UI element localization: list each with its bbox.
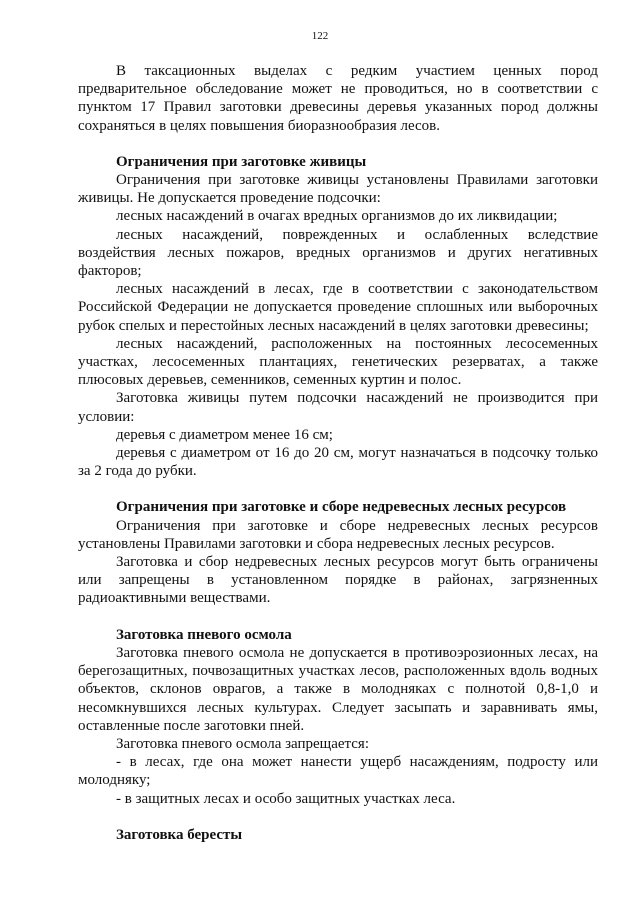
resin-paragraph-2: лесных насаждений в очагах вредных организмов до их ликвидации; bbox=[116, 208, 558, 225]
resin-paragraph-7: деревья с диаметром менее 16 см; bbox=[116, 426, 333, 443]
stump-paragraph-1: Заготовка пневого осмола не допускается в противоэрозионных лесах, на берегозащитных, почвозащитных участках лесов, расположенных вдоль водных объектов, склонов оврагов, а также в молодняках с полнотой 0,8-1,0 и несомкнувшихся лесных культурах. Следует засыпать и заравнивать ямы, оставленные после заготовки пней. bbox=[78, 644, 598, 734]
nontimber-paragraph-1: Ограничения при заготовке и сборе недревесных лесных ресурсов установлены Правилами заготовки и сбора недревесных лесных ресурсов. bbox=[78, 517, 598, 552]
resin-paragraph-5: лесных насаждений, расположенных на постоянных лесосеменных участках, лесосеменных плантациях, генетических резерватах, а также плюсовых деревьев, семенников, семенных куртин и полос. bbox=[78, 335, 598, 389]
section-gap bbox=[78, 135, 598, 153]
bark-heading: Заготовка бересты bbox=[116, 826, 243, 843]
intro-paragraph: В таксационных выделах с редким участием ценных пород предварительное обследование может не проводиться, но в соответствии с пунктом 17 Правил заготовки древесины деревья указанных пород должны сохраняться в целях повышения биоразнообразия лесов. bbox=[78, 63, 598, 134]
resin-paragraph-6: Заготовка живицы путем подсочки насаждений не производится при условии: bbox=[78, 390, 598, 425]
resin-paragraph-4: лесных насаждений в лесах, где в соответствии с законодательством Российской Федерации не допускается проведение сплошных или выборочных рубок спелых и перестойных лесных насаждений в целях заготовки древесины; bbox=[78, 281, 598, 334]
stump-heading: Заготовка пневого осмола bbox=[116, 626, 292, 643]
stump-paragraph-3: - в лесах, где она может нанести ущерб насаждениям, подросту или молодняку; bbox=[78, 754, 598, 789]
nontimber-heading: Ограничения при заготовке и сборе недревесных лесных ресурсов bbox=[116, 499, 567, 516]
resin-paragraph-8: деревья с диаметром от 16 до 20 см, могут назначаться в подсочку только за 2 года до рубки. bbox=[78, 445, 598, 480]
section-gap bbox=[78, 808, 598, 826]
nontimber-paragraph-2: Заготовка и сбор недревесных лесных ресурсов могут быть ограничены или запрещены в установленном порядке в районах, загрязненных радиоактивными веществами. bbox=[78, 554, 598, 607]
stump-paragraph-2: Заготовка пневого осмола запрещается: bbox=[116, 735, 370, 752]
section-gap bbox=[78, 480, 598, 498]
resin-paragraph-1: Ограничения при заготовке живицы установлены Правилами заготовки живицы. Не допускается проведение подсочки: bbox=[78, 172, 598, 207]
document-body bbox=[78, 62, 598, 844]
stump-paragraph-4: - в защитных лесах и особо защитных участках леса. bbox=[116, 790, 456, 807]
resin-paragraph-3: лесных насаждений, поврежденных и ослабленных вследствие воздействия лесных пожаров, вредных организмов и других негативных факторов; bbox=[78, 226, 598, 280]
resin-heading: Ограничения при заготовке живицы bbox=[116, 153, 367, 170]
section-gap bbox=[78, 608, 598, 626]
page-number: 122 bbox=[311, 30, 329, 42]
